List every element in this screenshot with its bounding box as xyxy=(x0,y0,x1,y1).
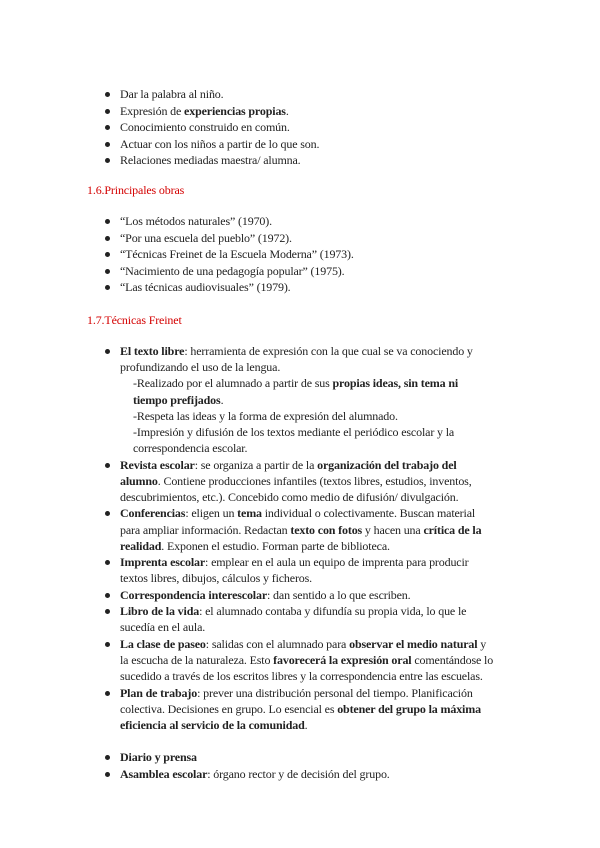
list-item-text: Relaciones mediadas maestra/ alumna. xyxy=(120,153,301,167)
term-desc: : dan sentido a lo que escriben. xyxy=(267,587,411,602)
list-item-diario xyxy=(105,749,495,765)
term-desc: : salidas con el alumnado para xyxy=(205,636,350,651)
intro-list xyxy=(105,86,505,169)
sub-point-text: -Realizado por el alumnado a partir de sus xyxy=(133,376,333,391)
list-item xyxy=(105,103,505,120)
list-item-text: Conocimiento construido en común. xyxy=(120,120,290,134)
bold-text: experiencias propias xyxy=(184,103,286,118)
list-item xyxy=(105,263,505,280)
list-item-correspondencia xyxy=(105,587,495,603)
list-item xyxy=(105,230,505,247)
term-desc: y hacen una xyxy=(362,522,424,537)
list-item-text: “Nacimiento de una pedagogía popular” (1975). xyxy=(120,263,345,278)
term-title: Correspondencia interescolar xyxy=(120,587,268,602)
term-desc: : órgano rector y de decisión del grupo. xyxy=(207,766,390,781)
list-item xyxy=(105,246,505,263)
list-item-text: “Los métodos naturales” (1970). xyxy=(120,214,272,228)
term-title: Imprenta escolar xyxy=(120,555,206,570)
term-desc: : prever una distribución personal del tiempo. Planificación colectiva. Decisiones en grupo. Lo esencial es xyxy=(120,685,473,716)
list-item xyxy=(105,279,505,296)
list-item-text: “Técnicas Freinet de la Escuela Moderna” (1973). xyxy=(120,247,354,261)
list-item-text: “Por una escuela del pueblo” (1972). xyxy=(120,230,292,245)
list-item xyxy=(105,86,505,103)
term-desc: individual o colectivamente. Buscan material para ampliar información. Redactan xyxy=(120,506,476,537)
term-desc: : se organiza a partir de la xyxy=(194,457,318,472)
list-item-text: “Las técnicas audiovisuales” (1979). xyxy=(120,280,291,294)
section-heading-obras: 1.6.Principales obras xyxy=(87,183,185,197)
list-item-asamblea xyxy=(105,766,495,782)
list-item-imprenta xyxy=(105,554,495,586)
list-item-text: Actuar con los niños a partir de lo que son. xyxy=(120,136,320,151)
term-title: Plan de trabajo xyxy=(120,685,198,700)
term-desc: . xyxy=(304,717,308,732)
list-item-libro-vida xyxy=(105,603,495,635)
bold-text: propias ideas, sin tema ni tiempo prefijados xyxy=(133,376,459,407)
term-desc: : herramienta de expresión con la que cual se va conociendo y profundizando el uso de la lengua. xyxy=(120,344,473,375)
list-item xyxy=(105,119,505,136)
term-desc: y la escucha de la naturaleza. Esto xyxy=(120,636,487,667)
term-title: La clase de paseo xyxy=(120,636,206,651)
obras-list xyxy=(105,213,505,296)
term-title: Libro de la vida xyxy=(120,604,200,619)
list-item-revista xyxy=(105,457,495,506)
bold-text: organización del trabajo del alumno xyxy=(120,457,457,488)
list-item-clase-paseo xyxy=(105,636,495,685)
term-desc: : emplear en el aula un equipo de imprenta para producir textos libres, dibujos, cálculos y ficheros. xyxy=(120,555,469,586)
bold-text: observar el medio natural xyxy=(349,636,478,651)
term-desc: comentándose lo sucedido a través de los escritos libres y la correspondencia entre las escuelas. xyxy=(120,652,494,684)
list-item xyxy=(105,152,505,169)
bold-text: obtener del grupo la máxima eficiencia al servicio de la comunidad xyxy=(120,701,481,732)
sub-point: -Impresión y difusión de los textos mediante el periódico escolar y la correspondencia escolar. xyxy=(133,425,455,456)
list-item-text: Expresión de xyxy=(120,103,185,118)
list-item xyxy=(105,213,505,230)
bold-text: crítica de la realidad xyxy=(120,522,482,553)
sub-point-text: . xyxy=(220,392,224,407)
tecnicas-list xyxy=(105,343,495,782)
term-desc: . Exponen el estudio. Forman parte de biblioteca. xyxy=(161,538,390,553)
list-item xyxy=(105,136,505,153)
section-heading-tecnicas: 1.7.Técnicas Freinet xyxy=(87,313,182,327)
list-item-texto-libre xyxy=(105,343,495,456)
sub-point xyxy=(120,375,495,407)
bold-text: favorecerá la expresión oral xyxy=(273,652,412,667)
term-title: Revista escolar xyxy=(120,457,195,472)
sub-point: -Respeta las ideas y la forma de expresión del alumnado. xyxy=(133,408,398,423)
term-title: Asamblea escolar xyxy=(120,766,208,781)
bold-text: texto con fotos xyxy=(290,522,363,537)
term-title: El texto libre xyxy=(120,344,185,358)
bold-text: tema xyxy=(237,506,262,521)
term-desc: : eligen un xyxy=(185,506,238,521)
term-desc: . Contiene producciones infantiles (textos libres, estudios, inventos, descubrimientos, etc.). Concebido como medio de difusión/ divulgación. xyxy=(120,473,472,505)
term-desc: : el alumnado contaba y difundía su propia vida, lo que le sucedía en el aula. xyxy=(120,604,467,635)
list-item-plan-trabajo xyxy=(105,685,495,734)
list-item-text: . xyxy=(285,103,289,118)
list-item-text: Dar la palabra al niño. xyxy=(120,87,224,101)
term-title: Diario y prensa xyxy=(120,750,197,765)
list-item-conferencias xyxy=(105,505,495,554)
term-title: Conferencias xyxy=(120,506,186,521)
